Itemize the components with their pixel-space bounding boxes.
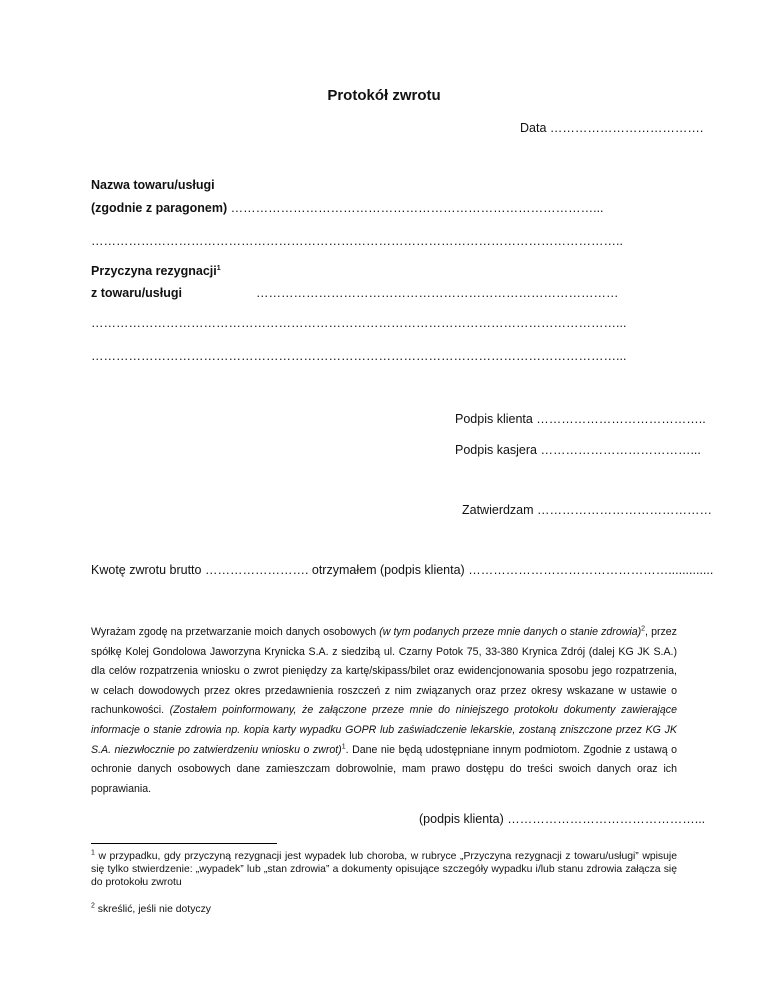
consent-text-2: , przez spółkę Kolej Gondolowa Jaworzyna Krynicka S.A. z siedzibą ul. Czarny Potok 75, 33-380 Krynica Zdrój (dalej KG JK S.A.) dla celów rozpatrzenia wniosku o zwrot pieniędzy za kartę/skipass/bilet oraz ewidencjonowania sposobu jego rozpatrzenia, w celach dowodowych przez okres przedawnienia roszczeń z nim związanych oraz przez okresy wskazane w ustawie o rachunkowości. (91, 626, 677, 717)
footnote-2-text: skreślić, jeśli nie dotyczy (94, 904, 211, 915)
footnote-2-number: 2 (91, 902, 95, 910)
client-signature-field[interactable]: Podpis klienta ………………………………….. (455, 412, 706, 426)
footnote-1-number: 1 (91, 849, 95, 857)
reason-input-2[interactable]: ………………………………………………………………………………………………………………... (91, 316, 627, 330)
reason-label-text: Przyczyna rezygnacji (91, 264, 217, 278)
product-input-1[interactable]: ……………………………………………………………………………... (230, 201, 604, 215)
consent-footnote-ref-1: 1 (341, 743, 346, 751)
product-line-1 (91, 201, 604, 215)
consent-paragraph (91, 623, 677, 799)
product-label: Nazwa towaru/usługi (91, 178, 215, 192)
page-title: Protokół zwrotu (327, 87, 441, 104)
footnote-separator (91, 843, 277, 844)
consent-footnote-ref-2: 2 (641, 625, 646, 633)
reason-input-3[interactable]: ………………………………………………………………………………………………………………... (91, 349, 627, 363)
consent-text-3: . Dane nie będą udostępniane innym podmiotom. Zgodnie z ustawą o ochronie danych osobowych dane zamieszczam dobrowolnie, mam prawo dostępu do treści swoich danych oraz ich poprawiania. (91, 743, 677, 795)
footnote-1-text: w przypadku, gdy przyczyną rezygnacji jest wypadek lub choroba, w rubryce „Przyczyna rezygnacji z towaru/usługi” wpisuje się tylko stwierdzenie: „wypadek” lub „stan zdrowia” a dokumenty opisujące szczegóły wypadku i/lub stanu zdrowia załącza się do protokołu zwrotu (91, 851, 677, 889)
footnote-2 (91, 903, 677, 916)
product-input-2[interactable]: ……………………………………………………………………………………………………………….. (91, 234, 623, 248)
consent-text-1: Wyrażam zgodę na przetwarzanie moich danych osobowych (91, 626, 380, 638)
consent-italic-1: (w tym podanych przeze mnie danych o stanie zdrowia) (379, 626, 642, 638)
consent-signature-field[interactable]: (podpis klienta) ………………………………………... (419, 812, 706, 826)
date-field[interactable]: Data ………………………………. (520, 121, 704, 135)
reason-label-sub: z towaru/usługi (91, 286, 182, 300)
consent-italic-2: (Zostałem poinformowany, że załączone przeze mnie do niniejszego protokołu dokumenty zawierające informacje o stanie zdrowia np. kopia karty wypadku GOPR lub zaświadczenie lekarskie, zostaną zniszczone przez KG JK S.A. niezwłocznie po zatwierdzeniu wniosku o zwrot) (91, 704, 677, 756)
product-label-sub: (zgodnie z paragonem) (91, 201, 228, 215)
reason-input-1[interactable]: …………………………………………………………………………… (256, 286, 619, 300)
reason-footnote-ref: 1 (216, 264, 221, 272)
cashier-signature-field[interactable]: Podpis kasjera ………………………………... (455, 443, 701, 457)
refund-line[interactable]: Kwotę zwrotu brutto ……………………. otrzymałem (podpis klienta) …………………………………………............. (91, 563, 714, 577)
approve-signature-field[interactable]: Zatwierdzam …………………………………… (462, 503, 713, 517)
reason-label (91, 264, 221, 278)
footnote-1 (91, 850, 677, 890)
